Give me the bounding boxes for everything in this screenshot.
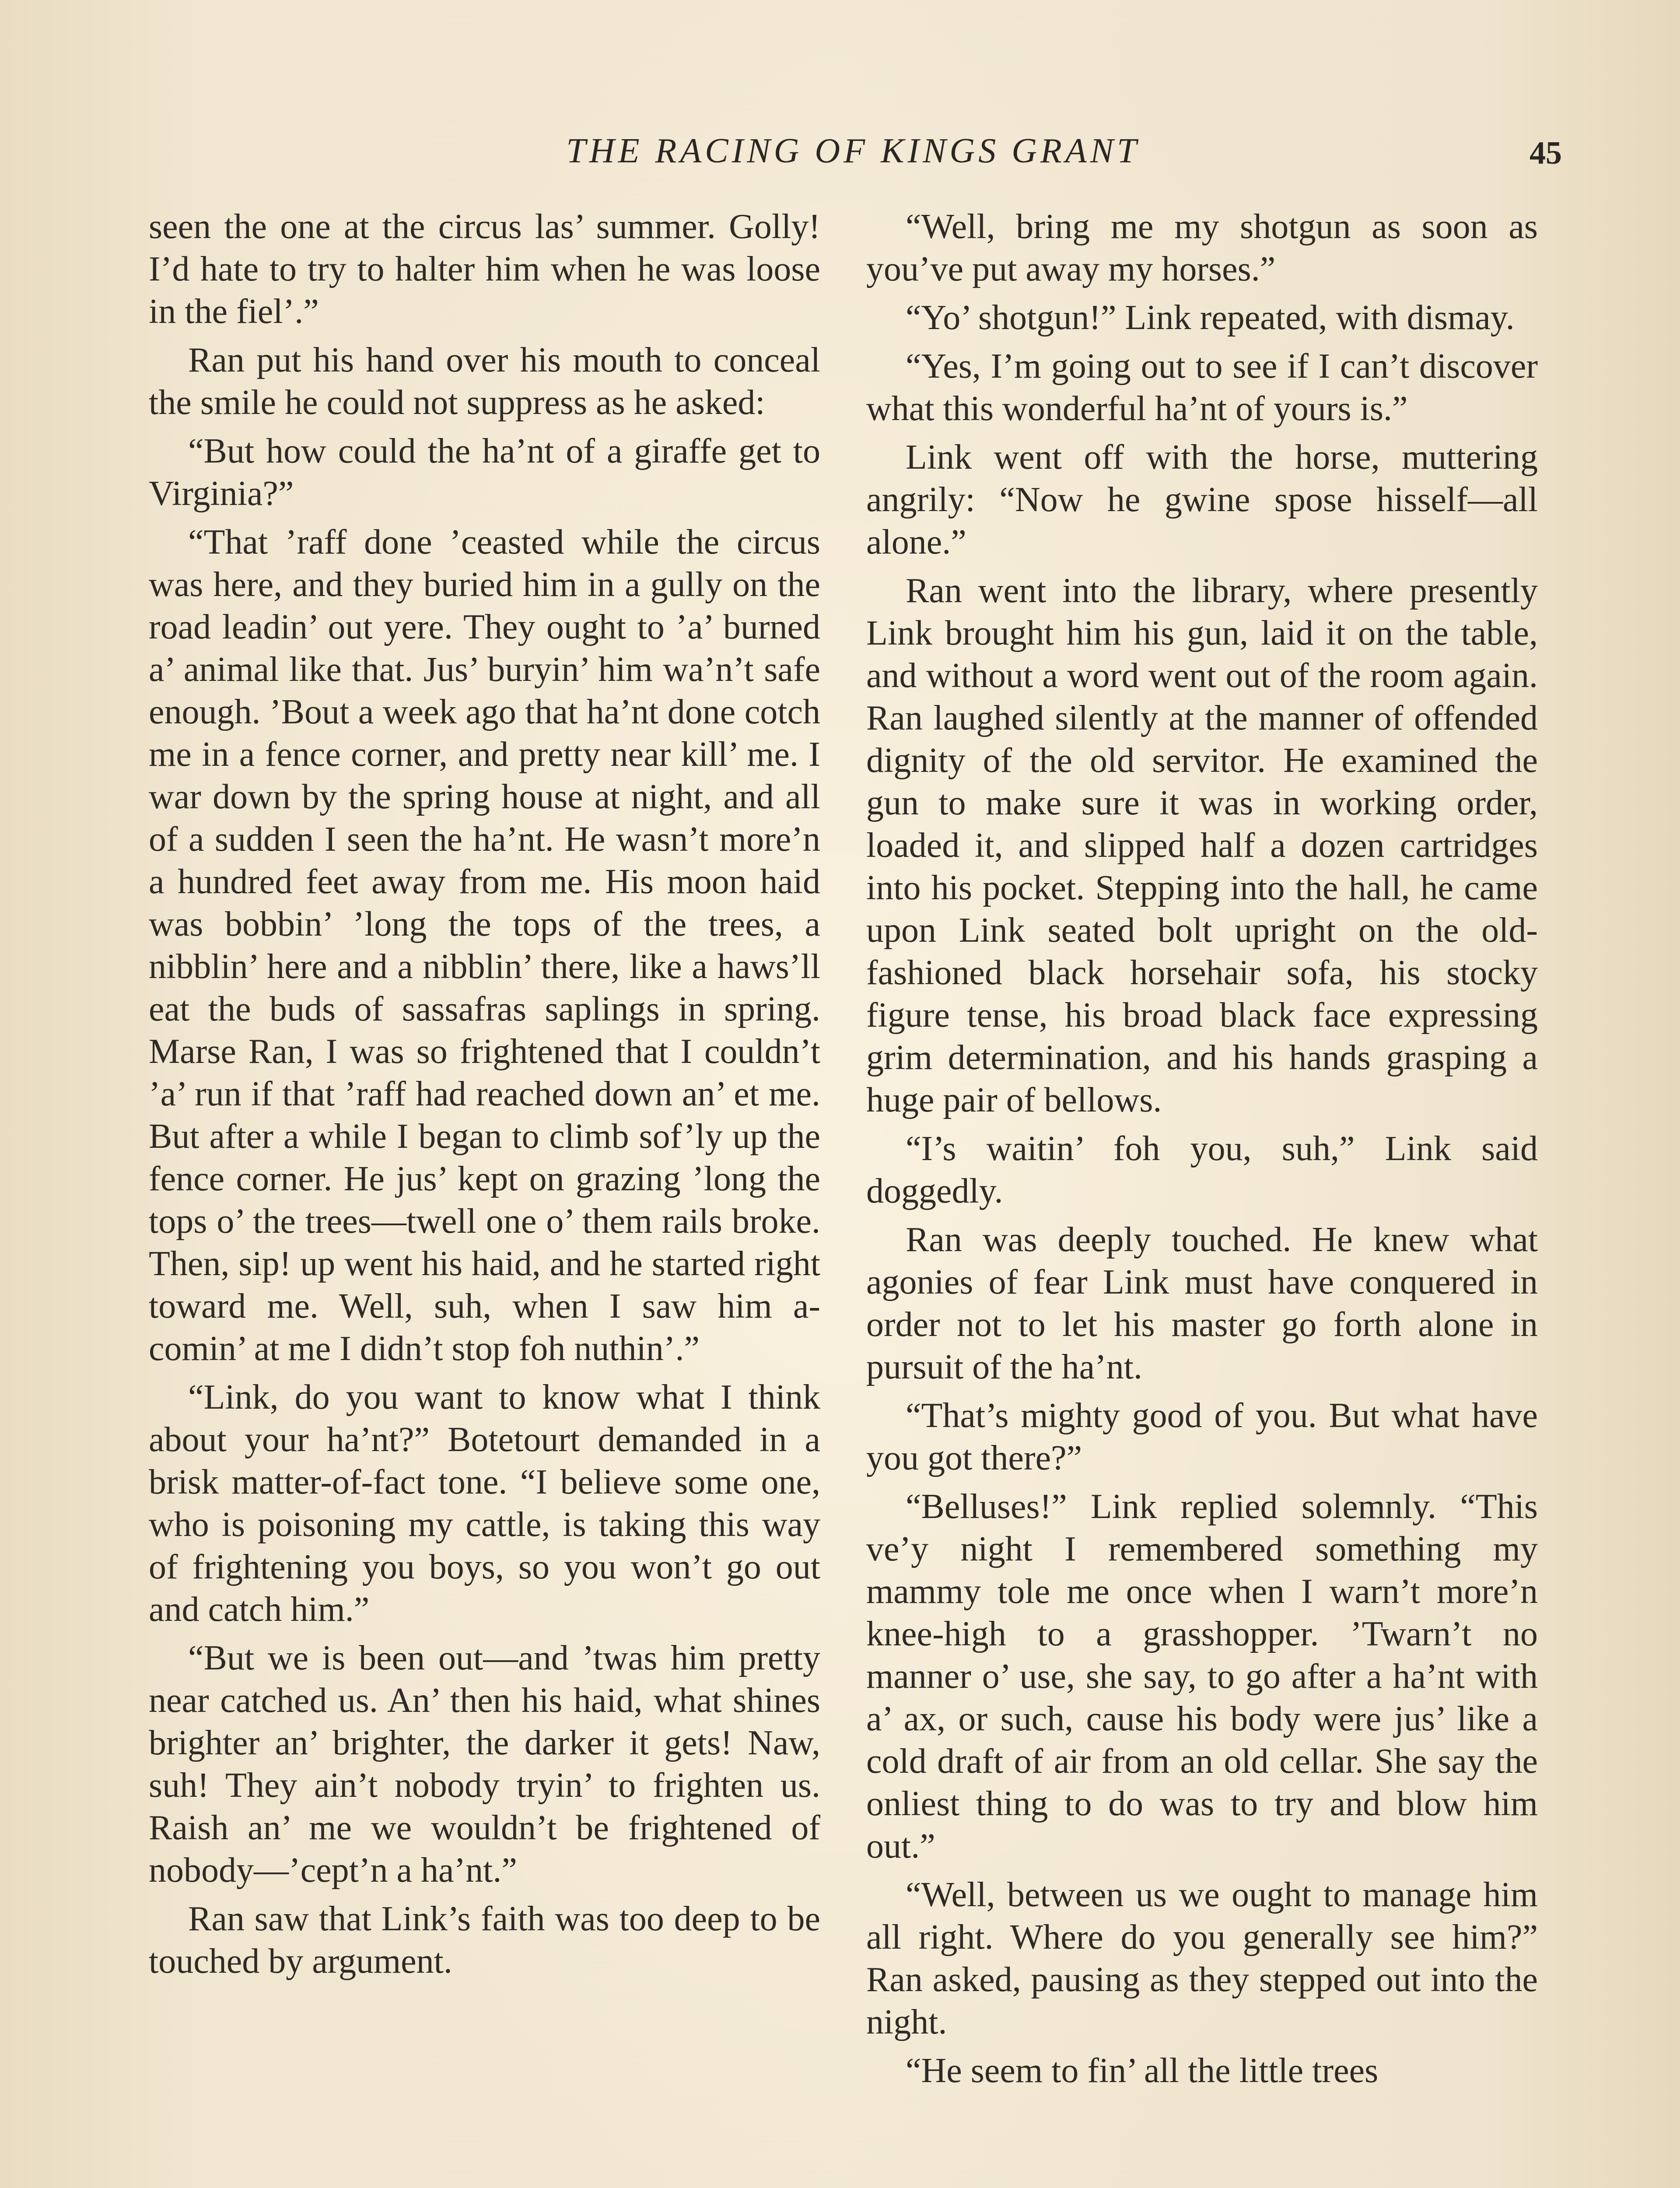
paragraph: Ran put his hand over his mouth to conceal the smile he could not suppress as he asked: [149,341,820,422]
paragraph: Ran went into the library, where presently Link brought him his gun, laid it on the table, and without a word went out of the room again. Ran laughed silently at the manner of offended dignity of the old servitor. He examined the gun to make sure it was in working order, loaded it, and slipped half a dozen cartridges into his pocket. Stepping into the hall, he came upon Link seated bolt upright on the old-fashioned black horsehair sofa, his stocky figure tense, his broad black face expressing grim determination, and his hands grasping a huge pair of bellows. [866,572,1538,1119]
page-number: 45 [1530,135,1562,171]
left-text-column [149,206,820,1989]
paragraph: “That ’raff done ’ceasted while the circus was here, and they buried him in a gully on the road leadin’ out yere. They ought to ’a’ burned a’ animal like that. Jus’ buryin’ him wa’n’t safe enough. ’Bout a week ago that ha’nt done cotch me in a fence corner, and pretty near kill’ me. I war down by the spring house at night, and all of a sudden I seen the ha’nt. He wasn’t more’n a hundred feet away from me. His moon haid was bobbin’ ’long the tops of the trees, a nibblin’ here and a nibblin’ there, like a haws’ll eat the buds of sassafras saplings in spring. Marse Ran, I was so frightened that I couldn’t ’a’ run if that ’raff had reached down an’ et me. But after a while I began to climb sof’ly up the fence corner. He jus’ kept on grazing ’long the tops o’ the trees—twell one o’ them rails broke. Then, sip! up went his haid, and he started right toward me. Well, suh, when I saw him a-comin’ at me I didn’t stop foh nuthin’.” [149,523,820,1368]
paragraph: “Link, do you want to know what I think about your ha’nt?” Botetourt demanded in a brisk matter-of-fact tone. “I believe some one, who is poisoning my cattle, is taking this way of frightening you boys, so you won’t go out and catch him.” [149,1378,820,1629]
paragraph: Ran was deeply touched. He knew what agonies of fear Link must have conquered in order not to let his master go forth alone in pursuit of the ha’nt. [866,1220,1538,1386]
paragraph: “He seem to fin’ all the little trees [906,2051,1379,2090]
paragraph: “But we is been out—and ’twas him pretty near catched us. An’ then his haid, what shines brighter an’ brighter, the darker it gets! Naw, suh! They ain’t nobody tryin’ to frighten us. Raish an’ me we wouldn’t be frightened of nobody—’cept’n a ha’nt.” [149,1639,820,1890]
paragraph: “Yes, I’m going out to see if I can’t discover what this wonderful ha’nt of yours is.” [866,347,1538,428]
paragraph: “I’s waitin’ foh you, suh,” Link said doggedly. [866,1129,1538,1210]
paragraph: seen the one at the circus las’ summer. Golly! I’d hate to try to halter him when he was loose in the fiel’.” [149,207,820,331]
paragraph: “Belluses!” Link replied solemnly. “This ve’y night I remembered something my mammy tole me once when I warn’t more’n knee-high to a grasshopper. ’Twarn’t no manner o’ use, she say, to go after a ha’nt with a’ ax, or such, cause his body were jus’ like a cold draft of air from an old cellar. She say the onliest thing to do was to try and blow him out.” [866,1487,1538,1865]
paragraph: “That’s mighty good of you. But what have you got there?” [866,1396,1538,1477]
paragraph: Link went off with the horse, muttering angrily: “Now he gwine spose hisself—all alone.” [866,438,1538,561]
paragraph: “But how could the ha’nt of a giraffe get to Virginia?” [149,432,820,513]
right-text-column [866,206,1538,2098]
paragraph: “Yo’ shotgun!” Link repeated, with dismay. [906,298,1515,337]
paragraph: Ran saw that Link’s faith was too deep to be touched by argument. [149,1900,820,1981]
paragraph: “Well, between us we ought to manage him all right. Where do you generally see him?” Ran asked, pausing as they stepped out into the night. [866,1876,1538,2041]
page-header [144,131,1562,184]
paragraph: “Well, bring me my shotgun as soon as you’ve put away my horses.” [866,207,1538,288]
running-title: THE RACING OF KINGS GRANT [566,132,1140,170]
